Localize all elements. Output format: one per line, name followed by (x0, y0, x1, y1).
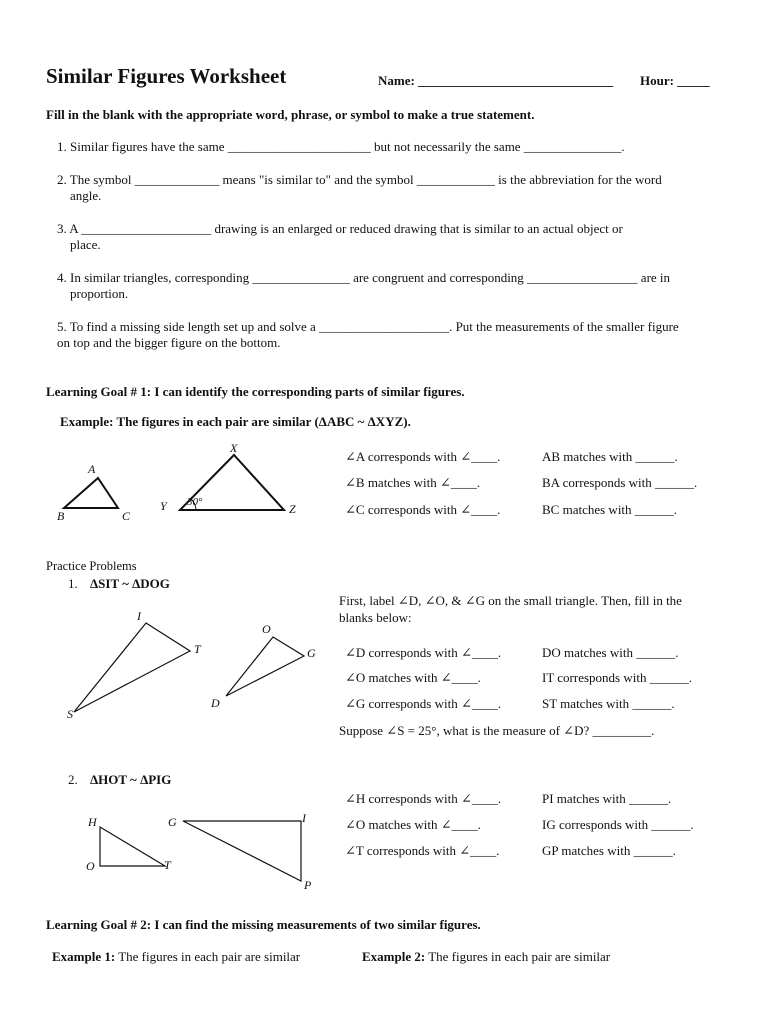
problem-1-right-1: DO matches with ______. (542, 645, 679, 660)
triangle-hot (100, 827, 165, 866)
statement-5: 5. To find a missing side length set up and solve a ____________________. Put the measurements of the smaller figure (57, 319, 679, 334)
problem-1-intro-cont: blanks below: (339, 610, 412, 625)
label-y: Y (160, 499, 167, 513)
name-field[interactable]: Name: ______________________________ (378, 73, 614, 88)
learning-goal-1-heading: Learning Goal # 1: I can identify the corresponding parts of similar figures. (46, 384, 465, 399)
example-right-1: AB matches with ______. (542, 449, 678, 464)
problem-2-number: 2. (68, 772, 78, 787)
problem-2-left-3: ∠T corresponds with ∠____. (345, 843, 500, 858)
hour-field[interactable]: Hour: _____ (640, 73, 710, 88)
statement-4-cont: proportion. (70, 286, 129, 301)
statement-3-cont: place. (70, 237, 101, 252)
label-s: S (67, 707, 73, 721)
problem-2-left-1: ∠H corresponds with ∠____. (345, 791, 502, 806)
label-o2: O (86, 859, 95, 873)
problem-2-left-2: ∠O matches with ∠____. (345, 817, 481, 832)
example-2-label: Example 2: (362, 949, 426, 964)
problem-1-left-2: ∠O matches with ∠____. (345, 670, 481, 685)
label-o: O (262, 622, 271, 636)
triangle-dog (226, 637, 304, 696)
label-p: P (304, 878, 312, 892)
label-h: H (88, 815, 97, 829)
statement-1: 1. Similar figures have the same ______________________ but not necessarily the same _______________. (57, 139, 625, 154)
label-i: I (137, 609, 141, 623)
problem-1-left-1: ∠D corresponds with ∠____. (345, 645, 502, 660)
label-x: X (230, 441, 238, 455)
problem-1-question: Suppose ∠S = 25°, what is the measure of ∠D? _________. (339, 723, 655, 738)
angle-30-label: 30° (187, 496, 203, 508)
problem-1-right-2: IT corresponds with ______. (542, 670, 692, 685)
problem-2-right-3: GP matches with ______. (542, 843, 676, 858)
statement-2-cont: angle. (70, 188, 102, 203)
example-2-text: The figures in each pair are similar (425, 949, 611, 964)
statement-3: 3. A ____________________ drawing is an enlarged or reduced drawing that is similar to an actual object or (57, 221, 623, 236)
example-right-3: BC matches with ______. (542, 502, 678, 517)
triangle-sit (74, 623, 190, 712)
problem-2-right-2: IG corresponds with ______. (542, 817, 694, 832)
example-left-3: ∠C corresponds with ∠____. (345, 502, 501, 517)
statement-2: 2. The symbol _____________ means "is similar to" and the symbol ____________ is the abbreviation for the word (57, 172, 662, 187)
problem-1-title: ΔSIT ~ ΔDOG (90, 576, 170, 591)
learning-goal-2-heading: Learning Goal # 2: I can find the missing measurements of two similar figures. (46, 917, 481, 932)
example-1-label: Example 1: (52, 949, 116, 964)
label-g: G (307, 646, 316, 660)
problem-2-title: ΔHOT ~ ΔPIG (90, 772, 172, 787)
label-t2: T (164, 858, 171, 872)
problem-1-left-3: ∠G corresponds with ∠____. (345, 696, 502, 711)
problem-1-number: 1. (68, 576, 78, 591)
statement-4: 4. In similar triangles, corresponding _______________ are congruent and corresponding _________________ are in (57, 270, 671, 285)
label-d: D (211, 696, 220, 710)
label-c: C (122, 509, 131, 523)
practice-heading: Practice Problems (46, 559, 137, 573)
triangle-pig (183, 821, 301, 881)
label-i2: I (302, 811, 306, 825)
example-1-text: The figures in each pair are similar (115, 949, 301, 964)
instructions: Fill in the blank with the appropriate word, phrase, or symbol to make a true statement. (46, 107, 535, 122)
example-1-heading (52, 949, 300, 965)
problem-1-intro: First, label ∠D, ∠O, & ∠G on the small triangle. Then, fill in the (339, 593, 682, 608)
example-left-1: ∠A corresponds with ∠____. (345, 449, 501, 464)
label-t: T (194, 642, 201, 656)
example-right-2: BA corresponds with ______. (542, 475, 698, 490)
example-2-heading (362, 949, 610, 965)
label-z: Z (289, 502, 296, 516)
label-a: A (88, 462, 96, 476)
problem-2-right-1: PI matches with ______. (542, 791, 672, 806)
statement-5-cont: on top and the bigger figure on the bottom. (57, 335, 281, 350)
problem-1-right-3: ST matches with ______. (542, 696, 675, 711)
page-title: Similar Figures Worksheet (46, 64, 287, 88)
example-heading: Example: The figures in each pair are similar (ΔABC ~ ΔXYZ). (60, 414, 411, 429)
label-g2: G (168, 815, 177, 829)
triangle-abc (64, 478, 118, 508)
example-left-2: ∠B matches with ∠____. (345, 475, 481, 490)
label-b: B (57, 509, 65, 523)
